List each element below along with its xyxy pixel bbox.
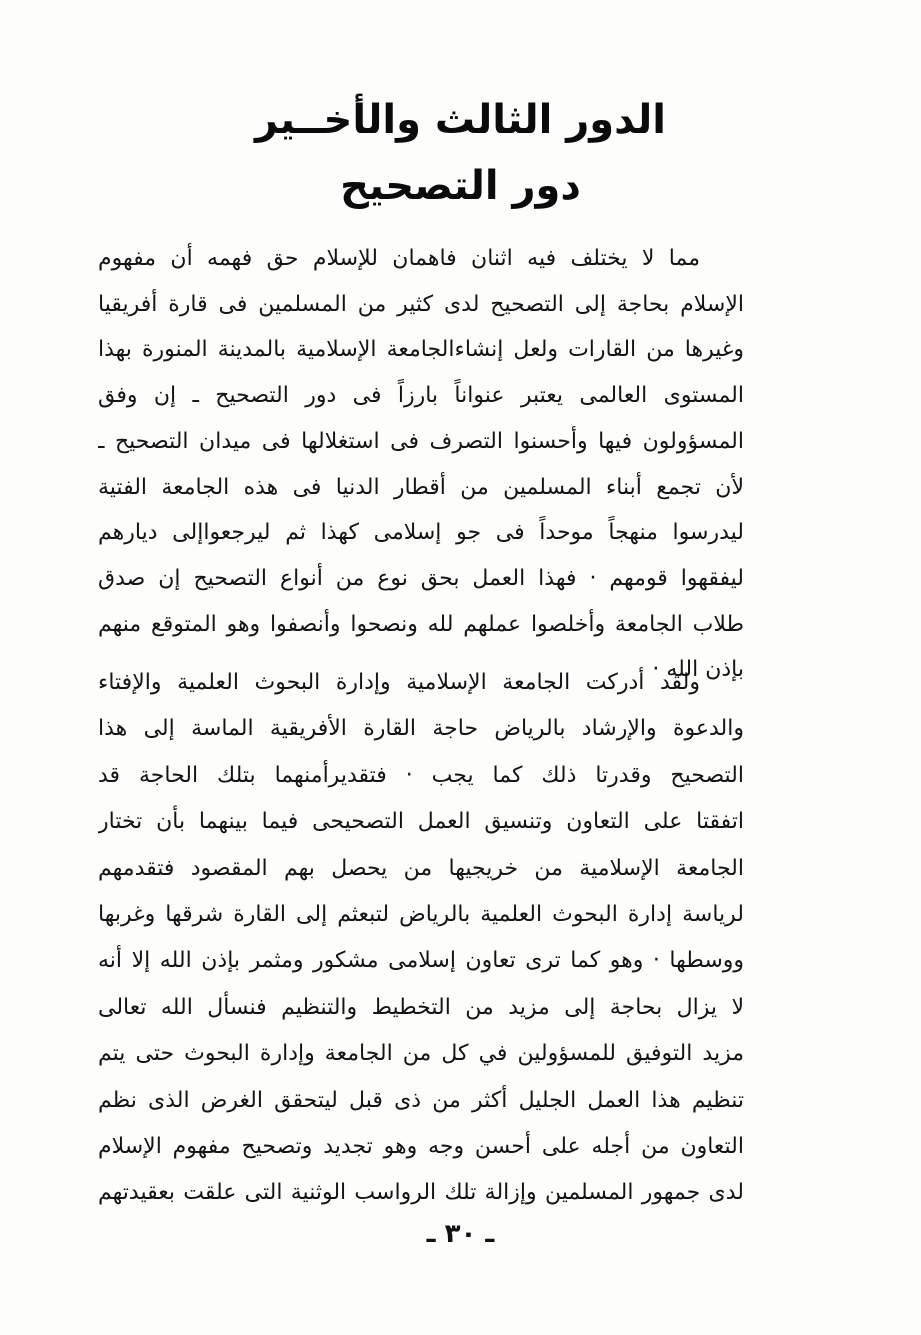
text-line: اتفقتا على التعاون وتنسيق العمل التصحيحى فيما بينهما بأن تختار (98, 809, 744, 835)
text-line: ليفقهوا قومهم · فهذا العمل بحق نوع من أنواع التصحيح إن صدق (98, 565, 744, 591)
text-line: الجامعة الإسلامية من خريجيها من يحصل بهم المقصود فتقدمهم (98, 855, 744, 881)
text-line: التعاون من أجله على أحسن وجه وهو تجديد وتصحيح مفهوم الإسلام (98, 1134, 744, 1160)
text-line: ووسطها · وهو كما ترى تعاون إسلامى مشكور ومثمر بإذن الله إلا أنه (98, 948, 744, 974)
text-line: المسؤولون فيها وأحسنوا التصرف فى استغلالها فى ميدان التصحيح ـ (98, 428, 744, 454)
text-line: لدى جمهور المسلمين وإزالة تلك الرواسب الوثنية التى علقت بعقيدتهم (98, 1180, 744, 1206)
text-line: لا يزال بحاجة إلى مزيد من التخطيط والتنظيم فنسأل الله تعالى (98, 994, 744, 1020)
text-line: ولقد أدركت الجامعة الإسلامية وإدارة البحوث العلمية والإفتاء (98, 670, 700, 695)
paragraph-1 (98, 236, 744, 693)
text-line: والدعوة والإرشاد بالرياض حاجة القارة الأفريقية الماسة إلى هذا (98, 716, 744, 742)
text-line: وغيرها من القارات ولعل إنشاءالجامعة الإسلامية بالمدينة المنورة بهذا (98, 337, 744, 363)
text-line: المستوى العالمى يعتبر عنواناً بارزاً فى دور التصحيح ـ إن وفق (98, 383, 744, 409)
text-line: لأن تجمع أبناء المسلمين من أقطار الدنيا فى هذه الجامعة الفتية (98, 474, 744, 500)
text-line: لرياسة إدارة البحوث العلمية بالرياض لتبعثم إلى القارة شرقها وغربها (98, 902, 744, 928)
page-number: ـ ٣٠ ـ (426, 1219, 495, 1249)
paragraph-2 (98, 660, 744, 1217)
text-line: مزيد التوفيق للمسؤولين في كل من الجامعة وإدارة البحوث حتى يتم (98, 1041, 744, 1067)
text-line: التصحيح وقدرتا ذلك كما يجب · فتقديرأمنهما بتلك الحاجة قد (98, 762, 744, 788)
text-line: بإذن الله · (652, 657, 744, 683)
chapter-title: الدور الثالث والأخــير (254, 97, 666, 143)
text-line: مما لا يختلف فيه اثنان فاهمان للإسلام حق فهمه أن مفهوم (98, 246, 700, 271)
text-line: ليدرسوا منهجاً موحداً فى جو إسلامى كهذا ثم ليرجعواإلى ديارهم (98, 520, 744, 546)
text-line: طلاب الجامعة وأخلصوا عملهم لله ونصحوا وأنصفوا وهو المتوقع منهم (98, 611, 744, 637)
text-line: تنظيم هذا العمل الجليل أكثر من ذى قبل ليتحقق الغرض الذى نظم (98, 1087, 744, 1113)
text-line: الإسلام بحاجة إلى التصحيح لدى كثير من المسلمين فى قارة أفريقيا (98, 291, 744, 317)
section-subtitle: دور التصحيح (340, 163, 581, 209)
